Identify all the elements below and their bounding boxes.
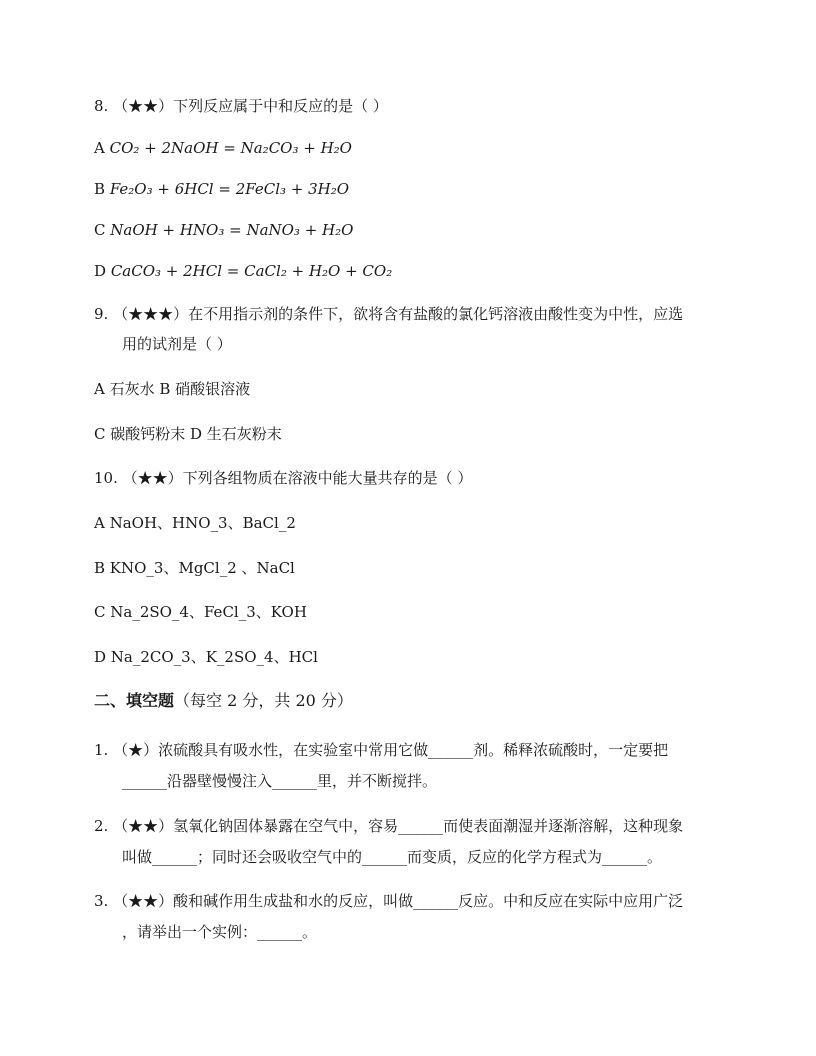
question-8-stem: 8. （★★）下列反应属于中和反应的是（ ） xyxy=(94,97,388,115)
question-9-options-line1: A 石灰水 B 硝酸银溶液 xyxy=(94,380,251,398)
fill-question-2-line1: 2. （★★）氢氧化钠固体暴露在空气中，容易______而使表面潮湿并逐渐溶解，这种现象 xyxy=(94,817,684,835)
option-letter: A xyxy=(94,139,105,157)
option-formula: CO₂ + 2NaOH = Na₂CO₃ + H₂O xyxy=(109,139,352,157)
question-8-option-d xyxy=(94,261,392,281)
option-letter: C xyxy=(94,221,106,239)
question-10-option-b: B KNO_3、MgCl_2 、NaCl xyxy=(94,559,295,577)
fill-question-2-line2: 叫做______；同时还会吸收空气中的______而变质，反应的化学方程式为______。 xyxy=(122,848,663,866)
option-letter: B xyxy=(94,180,106,198)
question-9-stem-line2: 用的试剂是（ ） xyxy=(122,335,232,353)
option-letter: D xyxy=(94,262,107,280)
question-10-option-d: D Na_2CO_3、K_2SO_4、HCl xyxy=(94,648,318,666)
fill-question-3-line2: ，请举出一个实例：______。 xyxy=(122,923,318,941)
question-10-stem: 10. （★★）下列各组物质在溶液中能大量共存的是（ ） xyxy=(94,469,473,487)
fill-question-1-line2: ______沿器壁慢慢注入______里，并不断搅拌。 xyxy=(122,772,438,790)
section-2-heading xyxy=(94,691,353,711)
section-2-score-note: （每空 2 分，共 20 分） xyxy=(174,691,353,710)
section-2-title: 二、填空题 xyxy=(94,691,175,710)
option-formula: NaOH + HNO₃ = NaNO₃ + H₂O xyxy=(110,221,354,239)
option-formula: Fe₂O₃ + 6HCl = 2FeCl₃ + 3H₂O xyxy=(109,180,350,198)
question-8-option-a xyxy=(94,138,352,158)
question-10-option-a: A NaOH、HNO_3、BaCl_2 xyxy=(94,514,296,532)
question-9-stem-line1: 9. （★★★）在不用指示剂的条件下，欲将含有盐酸的氯化钙溶液由酸性变为中性，应选 xyxy=(94,305,684,323)
question-8-option-c xyxy=(94,220,353,240)
question-10-option-c: C Na_2SO_4、FeCl_3、KOH xyxy=(94,603,307,621)
question-8-option-b xyxy=(94,179,349,199)
fill-question-3-line1: 3. （★★）酸和碱作用生成盐和水的反应，叫做______反应。中和反应在实际中应用广泛 xyxy=(94,892,684,910)
fill-question-1-line1: 1. （★）浓硫酸具有吸水性，在实验室中常用它做______剂。稀释浓硫酸时，一定要把 xyxy=(94,741,669,759)
option-formula: CaCO₃ + 2HCl = CaCl₂ + H₂O + CO₂ xyxy=(110,262,393,280)
question-9-options-line2: C 碳酸钙粉末 D 生石灰粉末 xyxy=(94,425,282,443)
